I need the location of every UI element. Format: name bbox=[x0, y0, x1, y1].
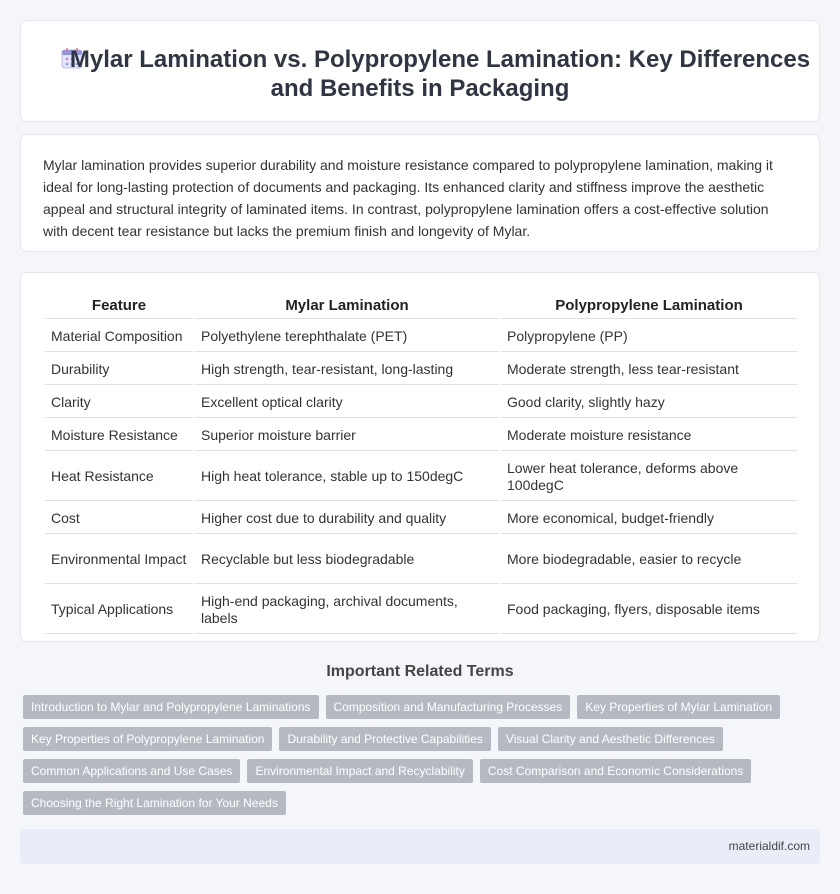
footer-site-name[interactable]: materialdif.com bbox=[728, 839, 810, 853]
related-term-tag[interactable]: Visual Clarity and Aesthetic Differences bbox=[498, 727, 723, 751]
table-cell: Excellent optical clarity bbox=[195, 387, 499, 418]
table-cell: Moderate strength, less tear-resistant bbox=[501, 354, 797, 385]
related-term-tag[interactable]: Key Properties of Polypropylene Lamination bbox=[23, 727, 272, 751]
related-term-tag[interactable]: Choosing the Right Lamination for Your Needs bbox=[23, 791, 286, 815]
table-cell: Material Composition bbox=[45, 321, 193, 352]
related-terms-list bbox=[23, 695, 813, 815]
related-term-tag[interactable]: Durability and Protective Capabilities bbox=[279, 727, 490, 751]
table-cell: Clarity bbox=[45, 387, 193, 418]
related-term-tag[interactable]: Key Properties of Mylar Lamination bbox=[577, 695, 780, 719]
table-cell: Food packaging, flyers, disposable items bbox=[501, 586, 797, 634]
footer bbox=[20, 829, 820, 864]
table-cell: Polyethylene terephthalate (PET) bbox=[195, 321, 499, 352]
table-row bbox=[45, 420, 797, 451]
page-title bbox=[21, 45, 819, 103]
related-terms-title: Important Related Terms bbox=[326, 663, 514, 680]
table-cell: Moderate moisture resistance bbox=[501, 420, 797, 451]
table-cell: Moisture Resistance bbox=[45, 420, 193, 451]
title-card bbox=[20, 20, 820, 122]
comparison-table bbox=[43, 291, 799, 636]
table-cell: Heat Resistance bbox=[45, 453, 193, 501]
table-cell: High-end packaging, archival documents, labels bbox=[195, 586, 499, 634]
intro-card bbox=[20, 134, 820, 252]
related-term-tag[interactable]: Introduction to Mylar and Polypropylene Laminations bbox=[23, 695, 319, 719]
table-row bbox=[45, 503, 797, 534]
header-mylar: Mylar Lamination bbox=[195, 293, 499, 319]
related-term-tag[interactable]: Cost Comparison and Economic Considerations bbox=[480, 759, 751, 783]
related-term-tag[interactable]: Composition and Manufacturing Processes bbox=[326, 695, 571, 719]
table-header-row bbox=[45, 293, 797, 319]
table-row bbox=[45, 536, 797, 584]
table-cell: Durability bbox=[45, 354, 193, 385]
header-polypropylene: Polypropylene Lamination bbox=[501, 293, 797, 319]
table-cell: High heat tolerance, stable up to 150degC bbox=[195, 453, 499, 501]
table-cell: More biodegradable, easier to recycle bbox=[501, 536, 797, 584]
table-cell: Good clarity, slightly hazy bbox=[501, 387, 797, 418]
table-cell: Environmental Impact bbox=[45, 536, 193, 584]
page-title-line2: and Benefits in Packaging bbox=[270, 75, 570, 102]
table-cell: Superior moisture barrier bbox=[195, 420, 499, 451]
table-row bbox=[45, 453, 797, 501]
table-cell: Typical Applications bbox=[45, 586, 193, 634]
table-cell: Lower heat tolerance, deforms above 100degC bbox=[501, 453, 797, 501]
comparison-table-card bbox=[20, 272, 820, 642]
table-row bbox=[45, 387, 797, 418]
related-term-tag[interactable]: Environmental Impact and Recyclability bbox=[247, 759, 472, 783]
header-feature: Feature bbox=[45, 293, 193, 319]
table-cell: More economical, budget-friendly bbox=[501, 503, 797, 534]
table-cell: Polypropylene (PP) bbox=[501, 321, 797, 352]
table-cell: Recyclable but less biodegradable bbox=[195, 536, 499, 584]
related-term-tag[interactable]: Common Applications and Use Cases bbox=[23, 759, 240, 783]
intro-paragraph: Mylar lamination provides superior durability and moisture resistance compared to polypropylene lamination, making it ideal for long-lasting protection of documents and packaging. Its enhanced clarity and stiffness improve the aesthetic appeal and structural integrity of laminated items. In contrast, polypropylene lamination offers a cost-effective solution with decent tear resistance but lacks the premium finish and longevity of Mylar. bbox=[43, 157, 773, 239]
table-row bbox=[45, 354, 797, 385]
table-cell: High strength, tear-resistant, long-lasting bbox=[195, 354, 499, 385]
table-row bbox=[45, 321, 797, 352]
page-title-line1: Mylar Lamination vs. Polypropylene Lamination: Key Differences bbox=[69, 46, 811, 73]
table-cell: Higher cost due to durability and quality bbox=[195, 503, 499, 534]
table-row bbox=[45, 586, 797, 634]
table-cell: Cost bbox=[45, 503, 193, 534]
